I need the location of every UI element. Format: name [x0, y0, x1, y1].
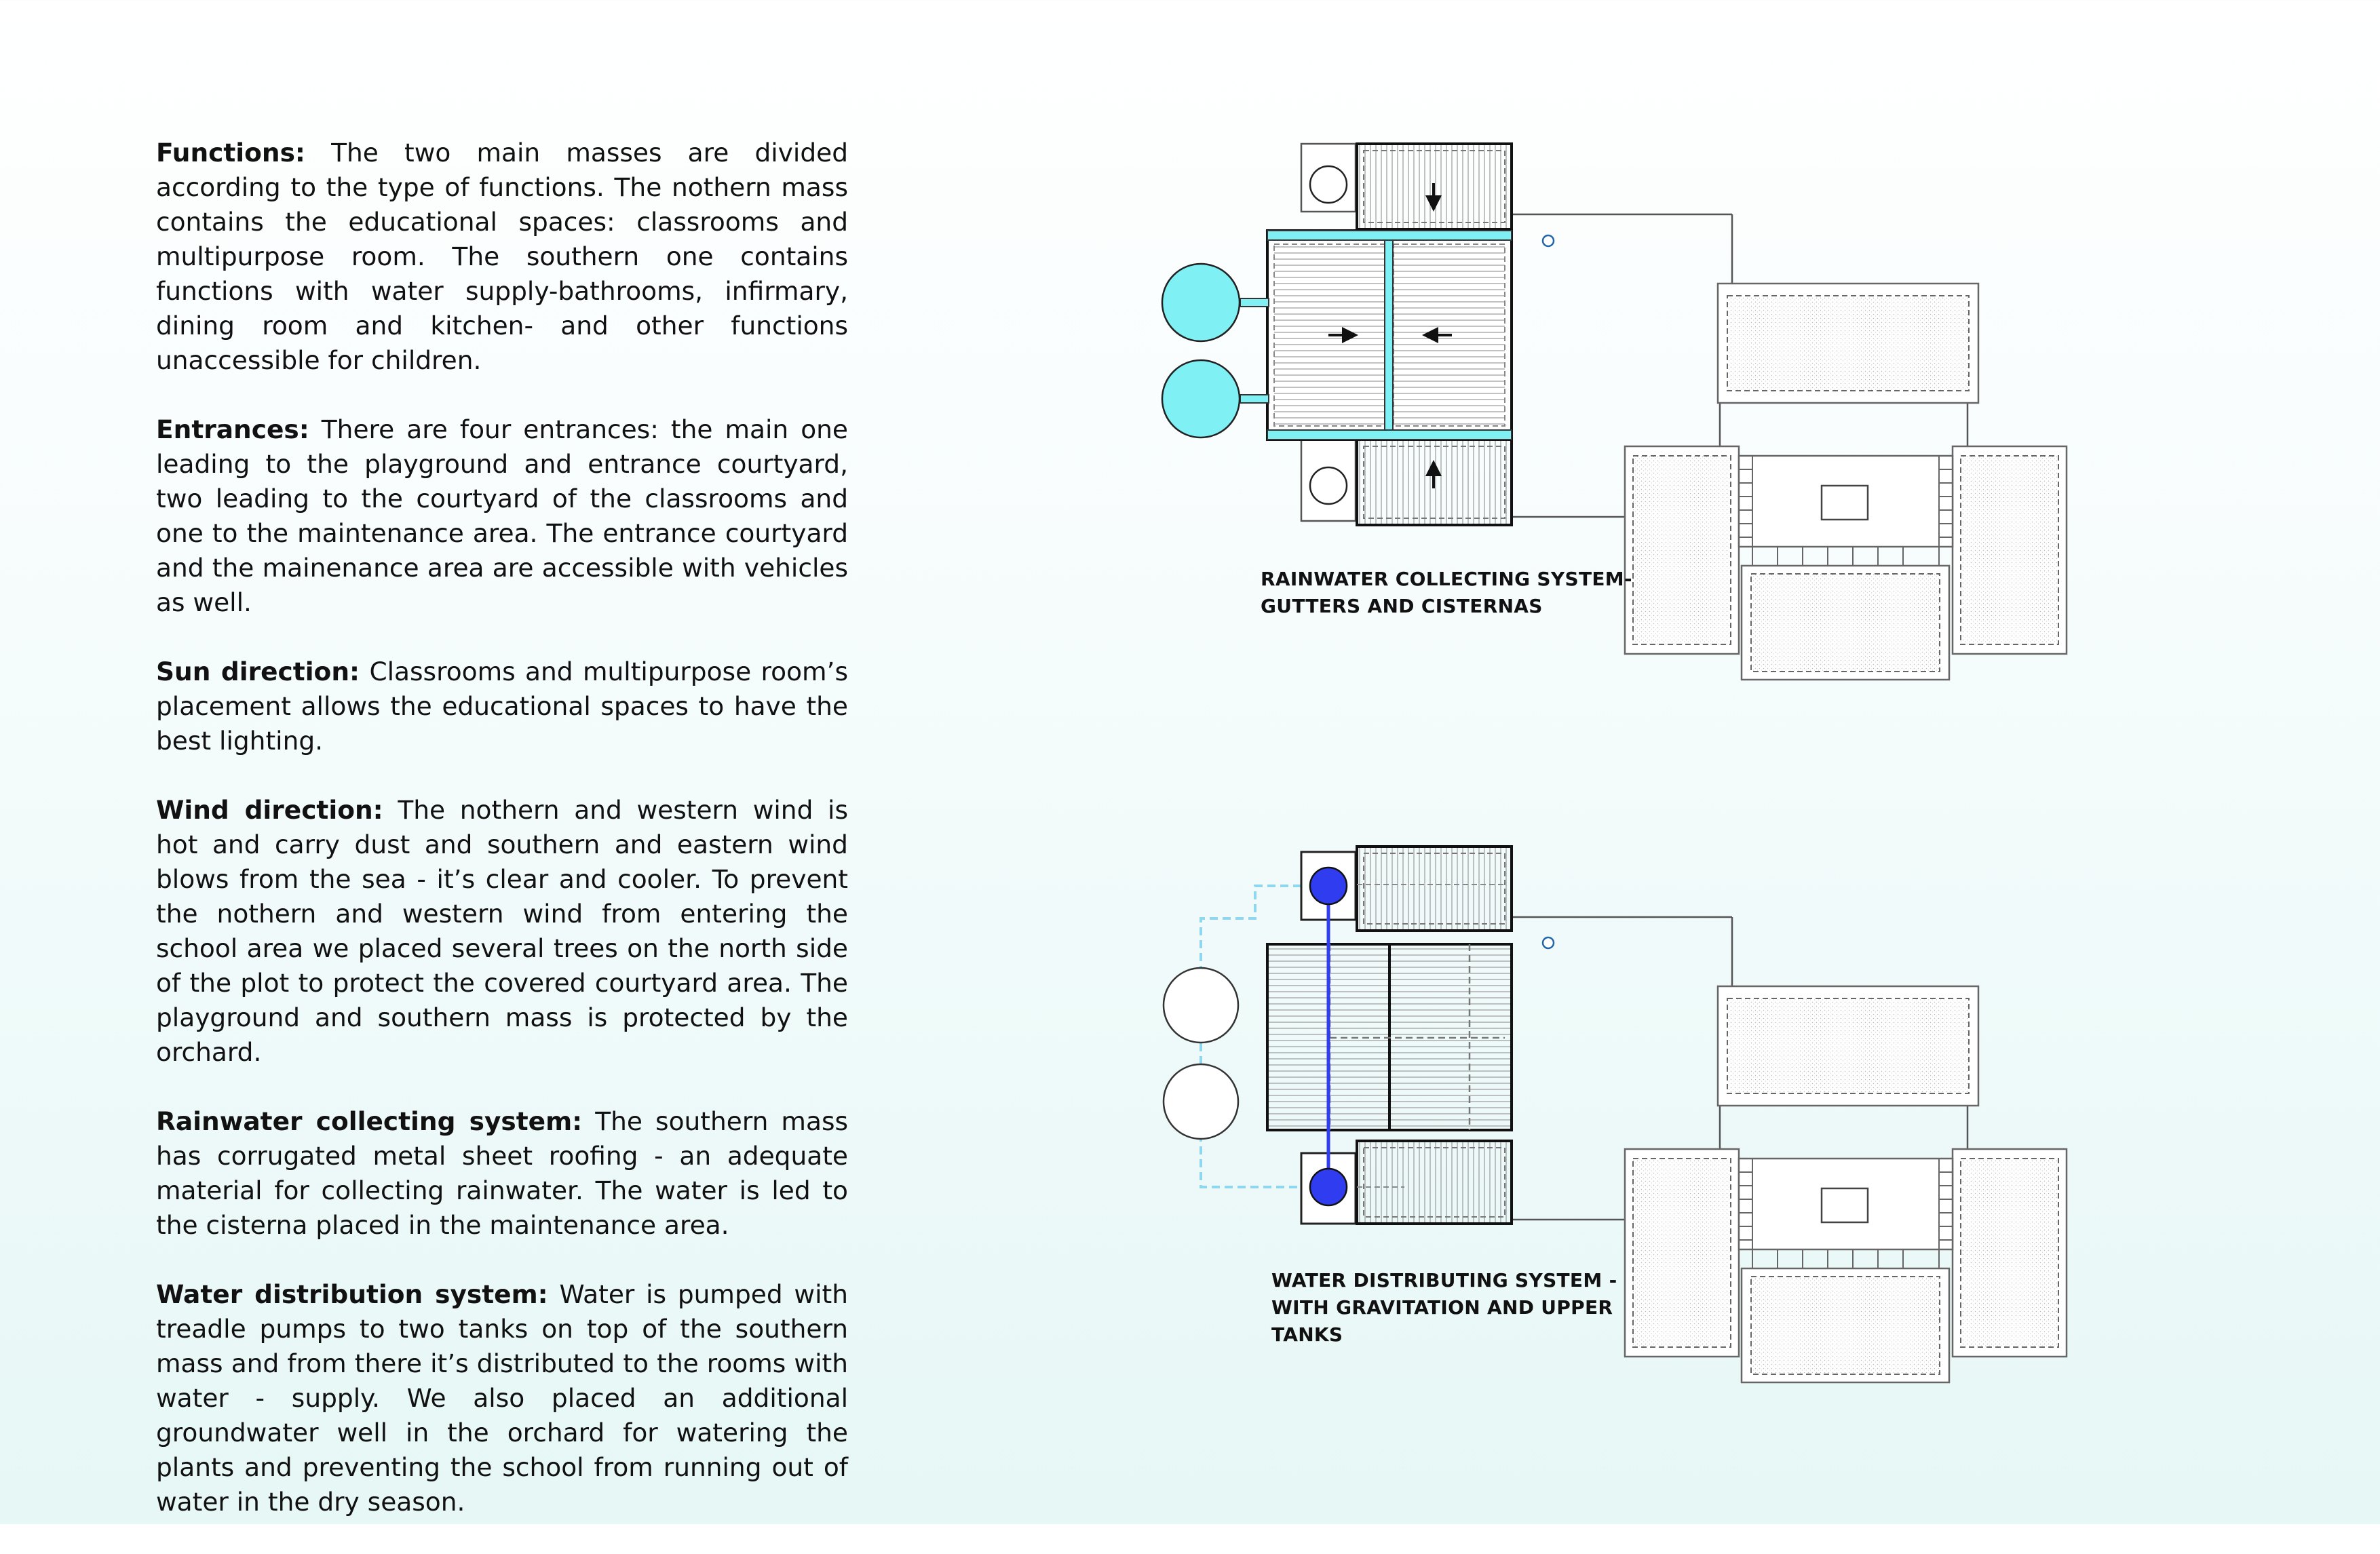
section-body: Water is pumped with treadle pumps to two tanks on top of the southern mass and from there it’s distributed to the rooms with water - supply. We also placed an additional groundwater well in the orchard for watering the plants and preventing the school from running out of water in the dry season. [156, 1279, 848, 1517]
roof-north-wing [1357, 847, 1512, 931]
rainwater-caption: RAINWATER COLLECTING SYSTEM- GUTTERS AND CISTERNAS [1261, 568, 1632, 617]
section-body: The southern mass has corrugated metal sheet roofing - an adequate material for collecting rainwater. The water is led to the cisterna placed in the maintenance area. [156, 1106, 849, 1240]
well-icon [1543, 937, 1554, 948]
courtyard-feature [1822, 486, 1868, 520]
section-body: There are four entrances: the main one leading to the playground and entrance courtyard, two leading to the courtyard of the classrooms and one to the maintenance area. The entrance courtyard and the mainenance area are accessible with vehicles as well. [156, 414, 848, 617]
gutter-south [1267, 430, 1512, 440]
gutter-north [1267, 231, 1512, 240]
section-body: The two main masses are divided according to the type of functions. The nothern mass contains the educational spaces: classrooms and multipurpose room. The southern one contains functions with water supply-bathrooms, infirmary, dining room and kitchen- and other functions unaccessible for children. [156, 138, 849, 375]
tank-south [1310, 467, 1347, 504]
section-heading: Water distribution system: [156, 1279, 548, 1309]
well-icon [1543, 235, 1554, 246]
section-body: Classrooms and multipurpose room’s placement allows the educational spaces to have the best lighting. [156, 657, 849, 756]
distribution-caption: WATER DISTRIBUTING SYSTEM - WITH GRAVITATION AND UPPER TANKS [1271, 1269, 1617, 1346]
cistern-2 [1162, 360, 1240, 438]
section-heading: Rainwater collecting system: [156, 1106, 583, 1136]
cistern-2 [1164, 1064, 1238, 1139]
section-heading: Entrances: [156, 414, 309, 444]
section-heading: Wind direction: [156, 795, 383, 825]
pipe-to-cistern-1 [1240, 298, 1269, 307]
cistern-1 [1164, 968, 1238, 1043]
tank-north [1310, 166, 1347, 203]
cistern-1 [1162, 264, 1240, 341]
upper-tank-north [1310, 868, 1347, 904]
courtyard-feature [1822, 1188, 1868, 1222]
pipe-to-cistern-2 [1240, 395, 1269, 403]
gutter-central [1385, 240, 1393, 430]
section-heading: Sun direction: [156, 657, 360, 686]
roof-south-wing [1357, 1141, 1512, 1224]
upper-tank-south [1310, 1169, 1347, 1205]
section-heading: Functions: [156, 138, 305, 168]
section-body: The nothern and western wind is hot and carry dust and southern and eastern wind blows from the sea - it’s clear and cooler. To prevent the nothern and western wind from entering the school area we placed several trees on the north side of the plot to protect the covered courtyard area. The playground and southern mass is protected by the orchard. [156, 795, 849, 1067]
